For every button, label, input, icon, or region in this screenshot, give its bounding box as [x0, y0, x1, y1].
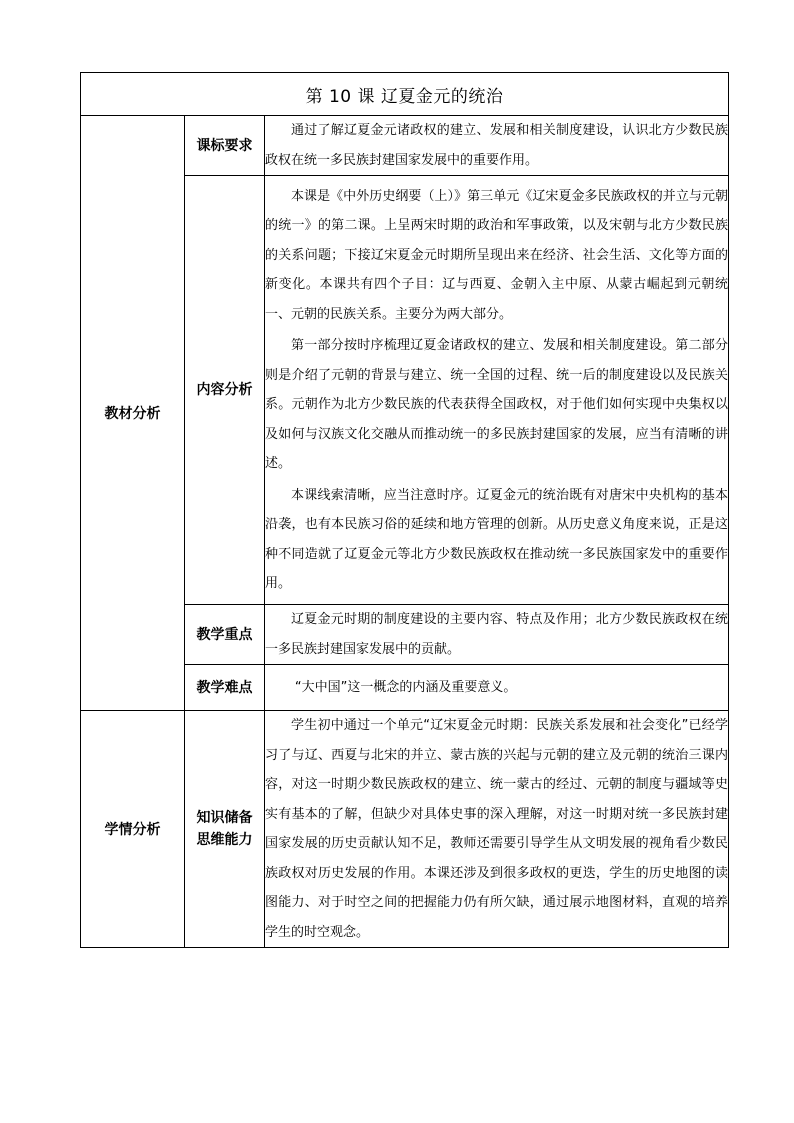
teaching-focus-paragraph: 辽夏金元时期的制度建设的主要内容、特点及作用；北方少数民族政权在统一多民族封建国家发展中的贡献。: [265, 612, 728, 657]
teaching-focus-label: 教学重点: [185, 605, 265, 665]
curriculum-label: 课标要求: [185, 116, 265, 176]
title-row: [81, 73, 729, 116]
curriculum-paragraph: 通过了解辽夏金元诸政权的建立、发展和相关制度建设，认识北方少数民族政权在统一多民族封建国家发展中的重要作用。: [265, 123, 728, 168]
teaching-focus-text: [265, 605, 729, 665]
knowledge-label: 知识储备: [196, 810, 253, 826]
curriculum-row: [81, 116, 729, 176]
section-textbook-analysis: 教材分析: [81, 116, 185, 711]
knowledge-ability-text: [265, 711, 729, 948]
knowledge-ability-label: [185, 711, 265, 948]
teaching-difficulty-text: [265, 665, 729, 711]
content-paragraph-1: 本课是《中外历史纲要（上）》第三单元《辽宋夏金多民族政权的并立与元朝的统一》的第二课。上呈两宋时期的政治和军事政策，以及宋朝与北方少数民族的关系问题；下接辽宋夏金元时期所呈现出来在经济、社会生活、文化等方面的新变化。本课共有四个子目：辽与西夏、金朝入主中原、从蒙古崛起到元朝统一、元朝的民族关系。主要分为两大部分。: [265, 188, 728, 322]
teaching-difficulty-label: 教学难点: [185, 665, 265, 711]
content-analysis-label: 内容分析: [185, 176, 265, 605]
content-analysis-text: [265, 176, 729, 605]
curriculum-text: [265, 116, 729, 176]
section-student-analysis: 学情分析: [81, 711, 185, 948]
student-analysis-row: [81, 711, 729, 948]
thinking-ability-label: 思维能力: [196, 832, 253, 848]
knowledge-paragraph: 学生初中通过一个单元“辽宋夏金元时期：民族关系发展和社会变化”已经学习了与辽、西夏与北宋的并立、蒙古族的兴起与元朝的建立及元朝的统治三课内容，对这一时期少数民族政权的建立、统一蒙古的经过、元朝的制度与疆域等史实有基本的了解，但缺少对具体史事的深入理解，对这一时期对统一多民族封建国家发展的历史贡献认知不足，教师还需要引导学生从文明发展的视角看少数民族政权对历史发展的作用。本课还涉及到很多政权的更迭，学生的历史地图的读图能力、对于时空之间的把握能力仍有所欠缺，通过展示地图材料，直观的培养学生的时空观念。: [265, 718, 728, 940]
lesson-title: 第 10 课 辽夏金元的统治: [81, 73, 729, 116]
teaching-difficulty-paragraph: “大中国”这一概念的内涵及重要意义。: [294, 679, 517, 695]
lesson-plan-table: [80, 72, 729, 948]
content-paragraph-2: 第一部分按时序梳理辽夏金诸政权的建立、发展和相关制度建设。第二部分则是介绍了元朝的背景与建立、统一全国的过程、统一后的制度建设以及民族关系。元朝作为北方少数民族的代表获得全国政权，对于他们如何实现中央集权以及如何与汉族文化交融从而推动统一的多民族封建国家的发展，应当有清晰的讲述。: [265, 338, 728, 471]
content-paragraph-3: 本课线索清晰，应当注意时序。辽夏金元的统治既有对唐宋中央机构的基本沿袭，也有本民族习俗的延续和地方管理的创新。从历史意义角度来说，正是这种不同造就了辽夏金元等北方少数民族政权在推动统一多民族国家发中的重要作用。: [265, 487, 728, 591]
